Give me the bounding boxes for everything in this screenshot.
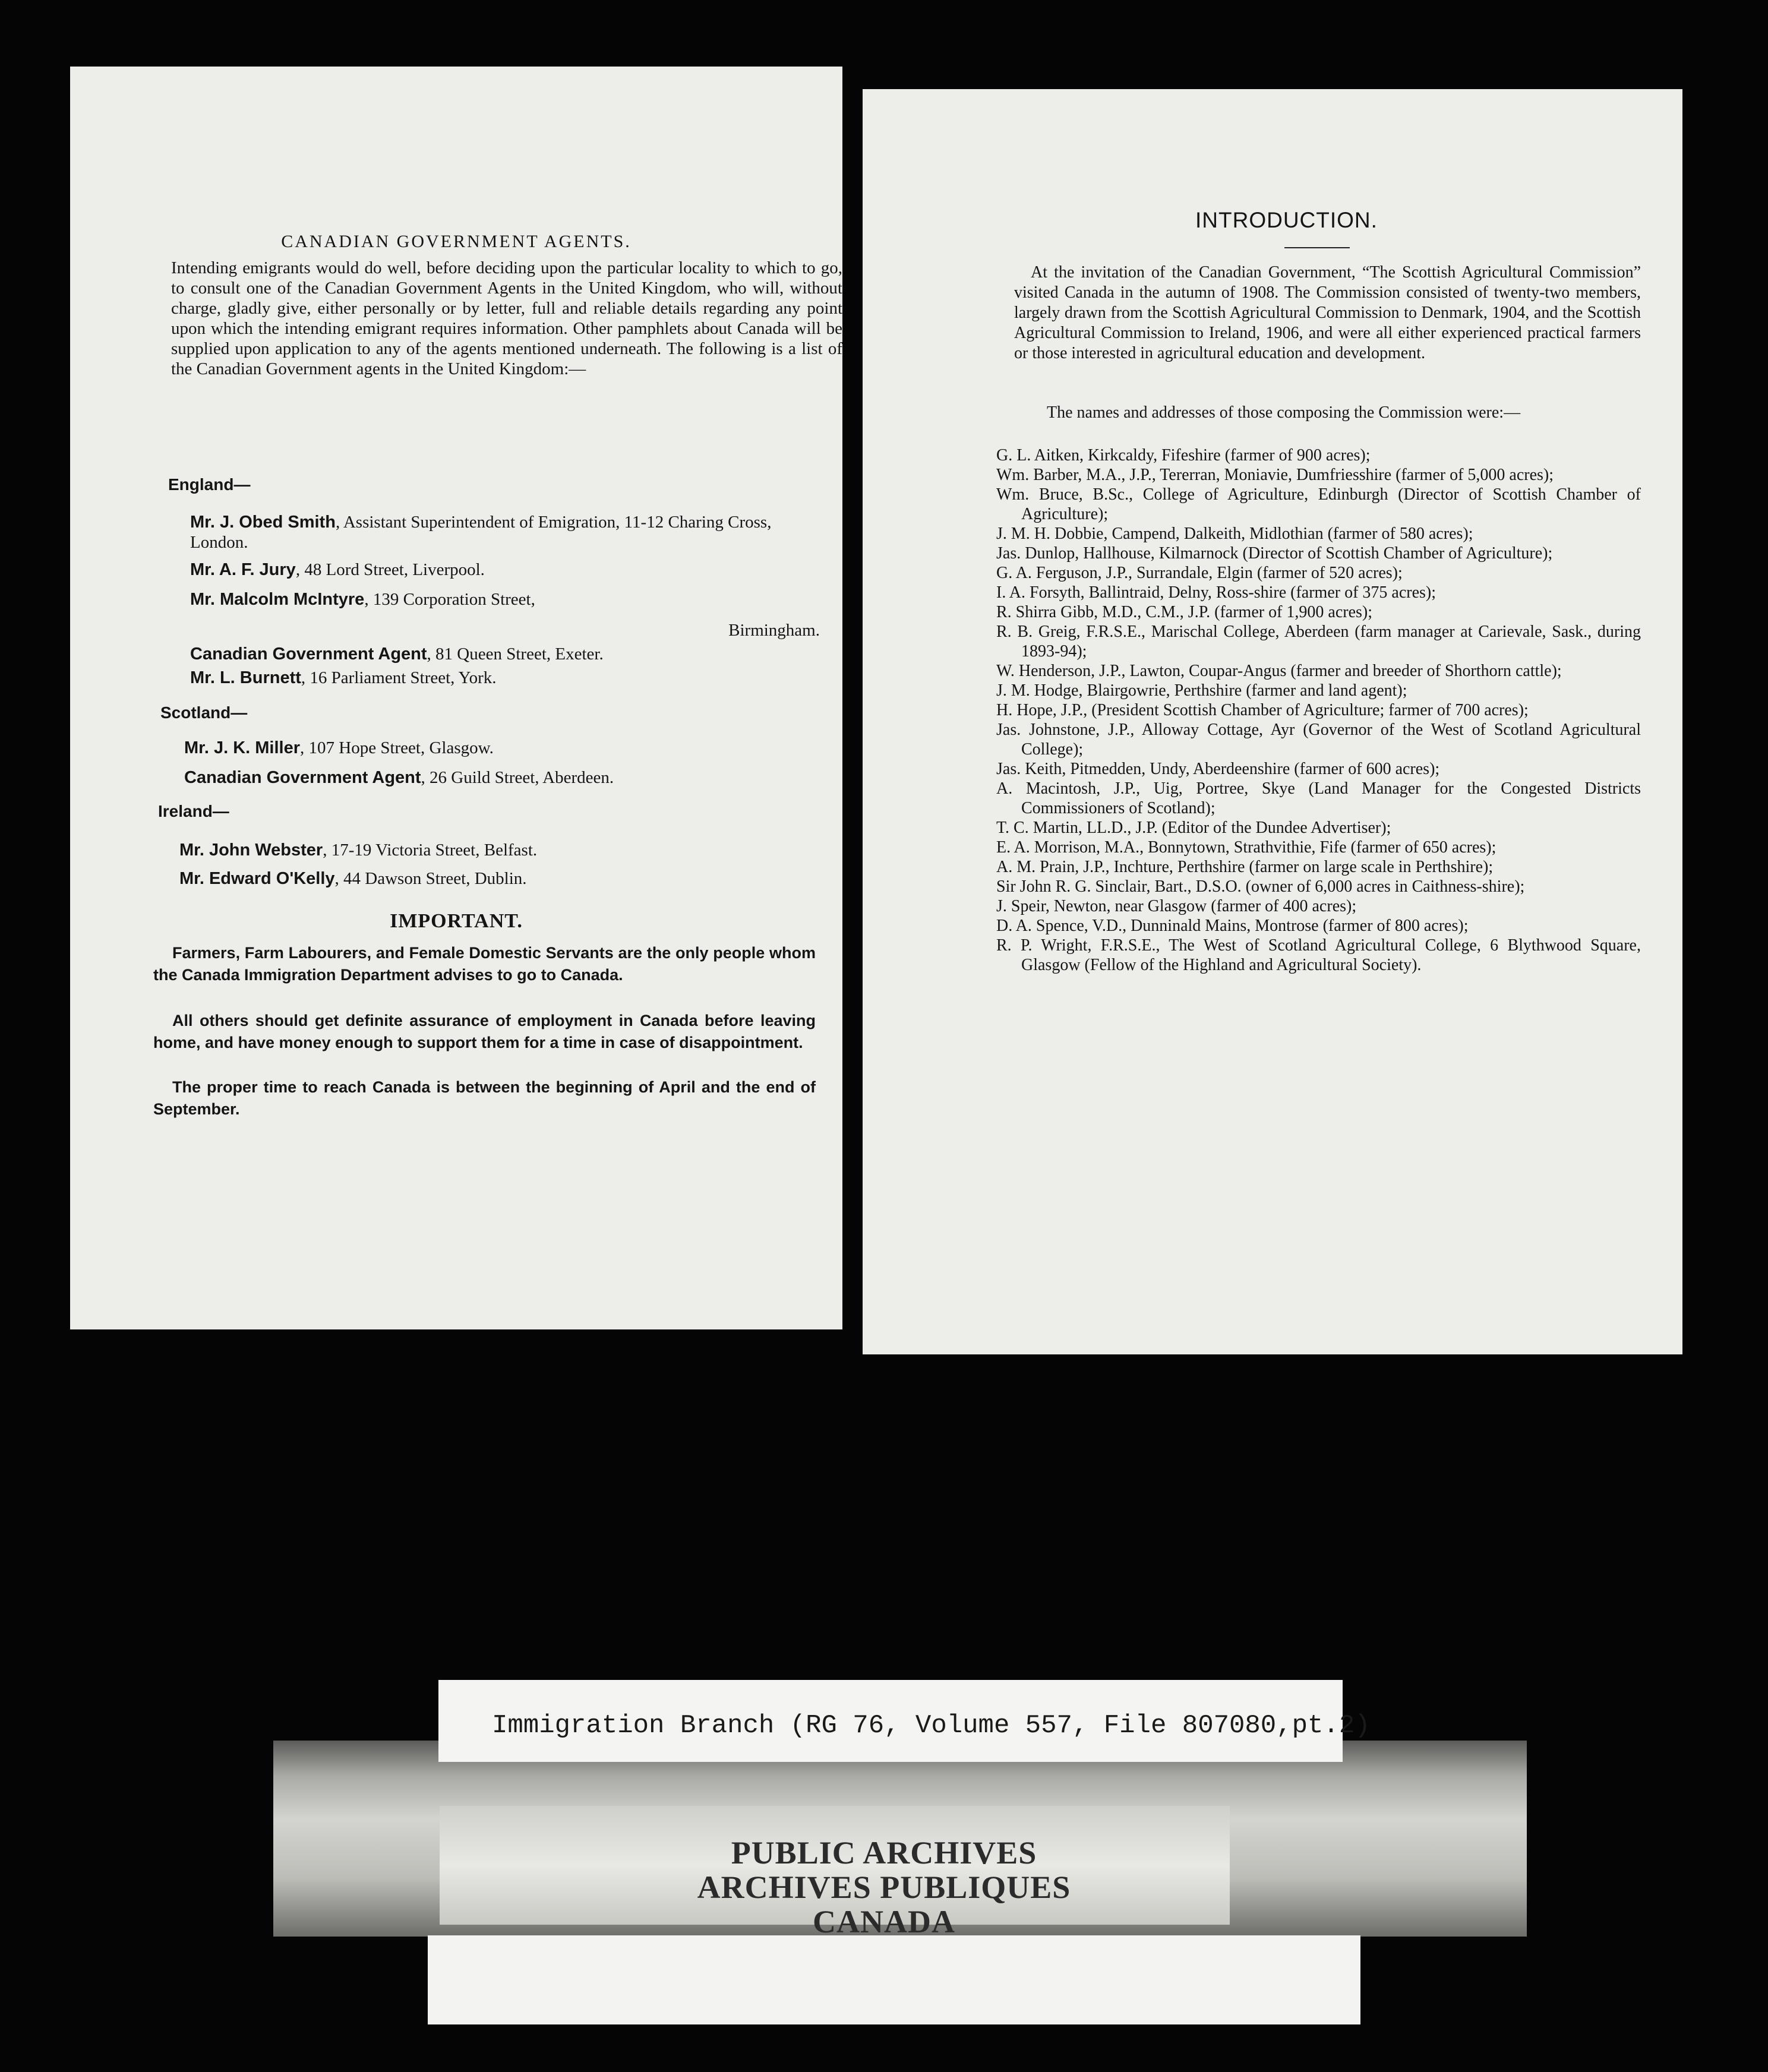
region-scotland: Scotland— (160, 703, 248, 722)
region-ireland: Ireland— (158, 802, 229, 820)
stamp-line-3: CANADA (813, 1904, 955, 1940)
list-item: A. Macintosh, J.P., Uig, Portree, Skye (Land Manager for the Congested Districts Commissioners of Scotland); (996, 779, 1641, 817)
list-item: Jas. Dunlop, Hallhouse, Kilmarnock (Director of Scottish Chamber of Agriculture); (996, 544, 1553, 563)
left-page (70, 67, 842, 1329)
agent-entry: Mr. A. F. Jury, 48 Lord Street, Liverpool. (190, 560, 485, 579)
list-item: I. A. Forsyth, Ballintraid, Delny, Ross-shire (farmer of 375 acres); (996, 583, 1436, 602)
important-title: IMPORTANT. (390, 910, 523, 932)
list-item: J. Speir, Newton, near Glasgow (farmer of 400 acres); (996, 897, 1357, 915)
stamp-line-1: PUBLIC ARCHIVES (731, 1835, 1037, 1871)
list-item: J. M. H. Dobbie, Campend, Dalkeith, Midlothian (farmer of 580 acres); (996, 525, 1473, 543)
list-item: G. A. Ferguson, J.P., Surrandale, Elgin (farmer of 520 acres); (996, 564, 1403, 582)
list-item: Sir John R. G. Sinclair, Bart., D.S.O. (owner of 6,000 acres in Caithness-shire); (996, 877, 1525, 896)
archive-reference-text: Immigration Branch (RG 76, Volume 557, File 807080,pt.2) (492, 1711, 1371, 1741)
list-item: E. A. Morrison, M.A., Bonnytown, Strathvithie, Fife (farmer of 650 acres); (996, 838, 1497, 857)
important-paragraph: The proper time to reach Canada is between the beginning of April and the end of September. (153, 1078, 816, 1118)
list-item: A. M. Prain, J.P., Inchture, Perthshire (farmer on large scale in Perthshire); (996, 858, 1494, 876)
commission-members-list (996, 446, 1641, 975)
agent-entry: Mr. J. Obed Smith, Assistant Superintendent of Emigration, 11-12 Charing Cross, London. (190, 513, 772, 552)
list-item: Jas. Keith, Pitmedden, Undy, Aberdeenshire (farmer of 600 acres); (996, 760, 1440, 778)
agent-entry: Mr. Malcolm McIntyre, 139 Corporation Street, (190, 590, 535, 609)
list-item: R. Shirra Gibb, M.D., C.M., J.P. (farmer of 1,900 acres); (996, 603, 1373, 621)
agent-entry: Canadian Government Agent, 26 Guild Street, Aberdeen. (184, 768, 614, 787)
agent-entry: Mr. Edward O'Kelly, 44 Dawson Street, Dublin. (179, 869, 527, 888)
list-item: W. Henderson, J.P., Lawton, Coupar-Angus (farmer and breeder of Shorthorn cattle); (996, 662, 1562, 680)
agent-entry: Mr. John Webster, 17-19 Victoria Street, Belfast. (179, 841, 538, 860)
title-rule (1284, 247, 1350, 248)
agent-entry: Canadian Government Agent, 81 Queen Street, Exeter. (190, 645, 604, 664)
important-paragraph: Farmers, Farm Labourers, and Female Domestic Servants are the only people whom the Canada Immigration Department advises to go to Canada. (153, 944, 816, 984)
introduction-title: INTRODUCTION. (1195, 208, 1378, 232)
region-england: England— (168, 475, 251, 494)
introduction-paragraph: At the invitation of the Canadian Government, “The Scottish Agricultural Commission” visited Canada in the autumn of 1908. The Commission consisted of twenty-two members, largely drawn from the Scottish Agricultural Commission to Denmark, 1904, and the Scottish Agricultural Commission to Ireland, 1906, and were all either experienced practical farmers or those interested in agricultural education and development. (1014, 263, 1641, 362)
members-lead-in: The names and addresses of those composing the Commission were:— (1047, 403, 1521, 422)
list-item: R. P. Wright, F.R.S.E., The West of Scotland Agricultural College, 6 Blythwood Square, Glasgow (Fellow of the Highland and Agricultural Society). (996, 936, 1641, 974)
list-item: Jas. Johnstone, J.P., Alloway Cottage, Ayr (Governor of the West of Scotland Agricultural College); (996, 721, 1641, 759)
list-item: D. A. Spence, V.D., Dunninald Mains, Montrose (farmer of 800 acres); (996, 917, 1469, 935)
agent-entry: Mr. L. Burnett, 16 Parliament Street, York. (190, 668, 497, 687)
archive-reference-label (438, 1680, 1371, 1762)
list-item: H. Hope, J.P., (President Scottish Chamber of Agriculture; farmer of 700 acres); (996, 701, 1529, 719)
stamp-line-2: ARCHIVES PUBLIQUES (697, 1869, 1071, 1905)
agent-entry-continuation: Birmingham. (728, 621, 820, 640)
list-item: T. C. Martin, LL.D., J.P. (Editor of the Dundee Advertiser); (996, 819, 1391, 837)
important-paragraph: All others should get definite assurance of employment in Canada before leaving home, and have money enough to support them for a time in case of disappointment. (153, 1012, 816, 1051)
list-item: J. M. Hodge, Blairgowrie, Perthshire (farmer and land agent); (996, 681, 1407, 700)
agents-intro: Intending emigrants would do well, before deciding upon the particular locality to which to go, to consult one of the Canadian Government Agents in the United Kingdom, who will, without charge, gladly give, either personally or by letter, full and reliable details regarding any point upon which the intending emigrant requires information. Other pamphlets about Canada will be supplied upon application to any of the agents mentioned underneath. The following is a list of the Canadian Government agents in the United Kingdom:— (171, 258, 842, 378)
list-item: Wm. Bruce, B.Sc., College of Agriculture, Edinburgh (Director of Scottish Chamber of Agriculture); (996, 485, 1641, 523)
list-item: G. L. Aitken, Kirkcaldy, Fifeshire (farmer of 900 acres); (996, 446, 1371, 465)
list-item: Wm. Barber, M.A., J.P., Tererran, Moniavie, Dumfriesshire (farmer of 5,000 acres); (996, 466, 1554, 484)
list-item: R. B. Greig, F.R.S.E., Marischal College, Aberdeen (farm manager at Carievale, Sask., during 1893-94); (996, 623, 1641, 661)
right-page (863, 89, 1682, 1354)
agents-title: CANADIAN GOVERNMENT AGENTS. (281, 232, 632, 251)
agent-entry: Mr. J. K. Miller, 107 Hope Street, Glasgow. (184, 738, 494, 757)
archive-stamp-bottom (428, 1935, 1360, 2024)
